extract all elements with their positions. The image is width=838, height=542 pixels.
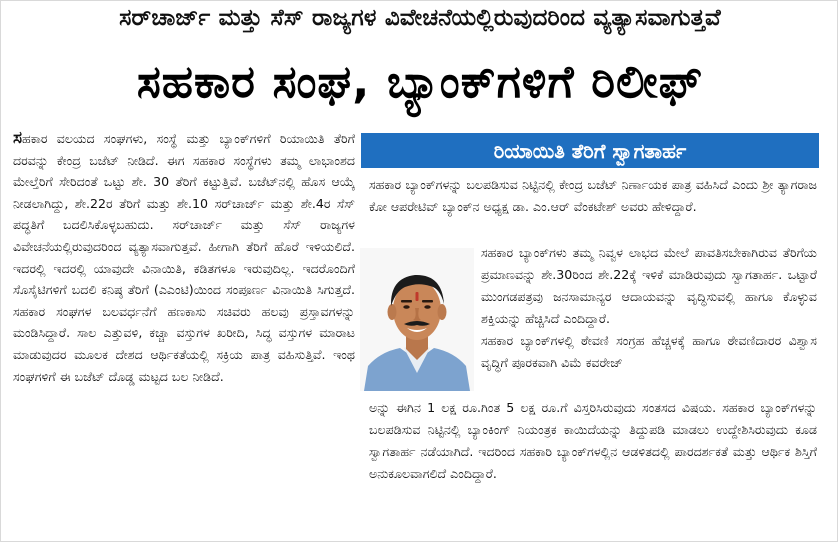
dropcap: ಸ — [13, 128, 23, 148]
box-paragraph-2-text: ಸಹಕಾರ ಬ್ಯಾಂಕ್‌ಗಳು ತಮ್ಮ ನಿವ್ವಳ ಲಾಭದ ಮೇಲೆ ಪಾವತಿಸಬೇಕಾಗಿರುವ ತೆರಿಗೆಯ ಪ್ರಮಾಣವನ್ನು ಶೇ.30ರಿಂದ ಶೇ.22ಕ್ಕೆ ಇಳಿಕೆ ಮಾಡಿರುವುದು ಸ್ವಾಗತಾರ್ಹ. ಒಟ್ಟಾರೆ ಮುಂಗಡಪತ್ರವು ಜನಸಾಮಾನ್ಯರ ಆದಾಯವನ್ನು ವೃದ್ಧಿಸುವಲ್ಲಿ ಹಾಗೂ ಕೊಳ್ಳುವ ಶಕ್ತಿಯನ್ನು ಹೆಚ್ಚಿಸಿದೆ ಎಂದಿದ್ದಾರೆ. — [481, 245, 817, 326]
box-title-banner: ರಿಯಾಯಿತಿ ತೆರಿಗೆ ಸ್ವಾಗತಾರ್ಹ — [361, 133, 819, 168]
portrait-photo — [360, 248, 474, 391]
box-paragraph-3: ಅನ್ನು ಈಗಿನ 1 ಲಕ್ಷ ರೂ.ಗಿಂತ 5 ಲಕ್ಷ ರೂ.ಗೆ ವಿಸ್ತರಿಸಿರುವುದು ಸಂತಸದ ವಿಷಯ. ಸಹಕಾರ ಬ್ಯಾಂಕ್‌ಗಳನ್ನು ಬಲಪಡಿಸುವ ನಿಟ್ಟಿನಲ್ಲಿ ಬ್ಯಾಂಕಿಂಗ್‌ ನಿಯಂತ್ರಕ ಕಾಯಿದೆಯನ್ನು ತಿದ್ದುಪಡಿ ಮಾಡಲು ಉದ್ದೇಶಿಸಿರುವುದು ಕೂಡ ಸ್ವಾಗತಾರ್ಹ ನಡೆಯಾಗಿದೆ. ಇದರಿಂದ ಸಹಕಾರಿ ಬ್ಯಾಂಕ್‌ಗಳಲ್ಲಿನ ಆಡಳಿತದಲ್ಲಿ ಪಾರದರ್ಶಕತೆ ಮತ್ತು ಆರ್ಥಿಕ ಶಿಸ್ತಿಗೆ ಅನುಕೂಲವಾಗಲಿದೆ ಎಂದಿದ್ದಾರೆ. — [369, 400, 817, 481]
left-article-text — [13, 128, 355, 387]
left-article-body: ಹಕಾರ ವಲಯದ ಸಂಘಗಳು, ಸಂಸ್ಥೆ ಮತ್ತು ಬ್ಯಾಂಕ್‌ಗಳಿಗೆ ರಿಯಾಯಿತಿ ತೆರಿಗೆ ದರವನ್ನು ಕೇಂದ್ರ ಬಜೆಟ್‌ ನೀಡಿದೆ. ಈಗ ಸಹಕಾರ ಸಂಸ್ಥೆಗಳು ತಮ್ಮ ಲಾಭಾಂಶದ ಮೇಲ್ತೆರಿಗೆ ಸೇರಿದಂತೆ ಒಟ್ಟು ಶೇ. 30 ತೆರಿಗೆ ಕಟ್ಟುತ್ತಿವೆ. ಬಜೆಟ್‌ನಲ್ಲಿ ಹೊಸ ಆಯ್ಕೆ ನೀಡಲಾಗಿದ್ದು, ಶೇ.22ರ ತೆರಿಗೆ ಮತ್ತು ಶೇ.10 ಸರ್‌ಚಾರ್ಜ್‌ ಮತ್ತು ಶೇ.4ರ ಸೆಸ್‌ ಪದ್ಧತಿಗೆ ಬದಲಿಸಿಕೊಳ್ಳಬಹುದು. ಸರ್‌ಚಾರ್ಜ್‌ ಮತ್ತು ಸೆಸ್‌ ರಾಜ್ಯಗಳ ವಿವೇಚನೆಯಲ್ಲಿರುವುದರಿಂದ ವ್ಯತ್ಯಾಸವಾಗುತ್ತವೆ. ಹೀಗಾಗಿ ತೆರಿಗೆ ಹೊರೆ ಇಳಿಯಲಿದೆ. ಇದರಲ್ಲಿ ಇದರಲ್ಲಿ ಯಾವುದೇ ವಿನಾಯಿತಿ, ಕಡಿತಗಳೂ ಇರುವುದಿಲ್ಲ. ಇದರೊಂದಿಗೆ ಸೊಸೈಟಿಗಳಿಗೆ ಬದಲಿ ಕನಿಷ್ಠ ತೆರಿಗೆ (ಎಎಂಟಿ)ಯಿಂದ ಸಂಪೂರ್ಣ ವಿನಾಯಿತಿ ಸಿಗುತ್ತದೆ. ಸಹಕಾರ ಸಂಘಗಳ ಬಲವರ್ಧನೆಗೆ ಹಣಕಾಸು ಸಚಿವರು ಹಲವು ಪ್ರಸ್ತಾವಗಳನ್ನು ಮಂಡಿಸಿದ್ದಾರೆ. ಸಾಲ ಎತ್ತುವಳಿ, ಕಚ್ಚಾ ವಸ್ತುಗಳ ಖರೀದಿ, ಸಿದ್ಧ ವಸ್ತುಗಳ ಮಾರಾಟ ಮಾಡುವುದರ ಮೂಲಕ ದೇಶದ ಆರ್ಥಿಕತೆಯಲ್ಲಿ ಸಕ್ರಿಯ ಪಾತ್ರ ವಹಿಸುತ್ತಿವೆ. ಇಂಥ ಸಂಘಗಳಿಗೆ ಈ ಬಜೆಟ್‌ ದೊಡ್ಡ ಮಟ್ಟದ ಬಲ ನೀಡಿದೆ. — [13, 131, 355, 384]
subheadline: ಸರ್‌ಚಾರ್ಜ್‌ ಮತ್ತು ಸೆಸ್‌ ರಾಜ್ಯಗಳ ವಿವೇಚನೆಯಲ್ಲಿರುವುದರಿಂದ ವ್ಯತ್ಯಾಸವಾಗುತ್ತವೆ — [119, 5, 721, 31]
box-paragraph-1: ಸಹಕಾರ ಬ್ಯಾಂಕ್‌ಗಳನ್ನು ಬಲಪಡಿಸುವ ನಿಟ್ಟಿನಲ್ಲಿ ಕೇಂದ್ರ ಬಜೆಟ್‌ ನಿರ್ಣಾಯಕ ಪಾತ್ರ ವಹಿಸಿದೆ ಎಂದು ಶ್ರೀ ತ್ಯಾಗರಾಜ ಕೋ ಆಪರೇಟಿವ್‌ ಬ್ಯಾಂಕ್‌ನ ಅಧ್ಯಕ್ಷ ಡಾ. ಎಂ.ಆರ್‌ ವೆಂಕಟೇಶ್‌ ಅವರು ಹೇಳಿದ್ದಾರೆ. — [369, 177, 817, 214]
box-paragraph-3-start: ಸಹಕಾರ ಬ್ಯಾಂಕ್‌ಗಳಲ್ಲಿ ಠೇವಣಿ ಸಂಗ್ರಹ ಹೆಚ್ಚಳಕ್ಕೆ ಹಾಗೂ ಠೇವಣಿದಾರರ ವಿಶ್ವಾಸ ವೃದ್ಧಿಗೆ ಪೂರಕವಾಗಿ ವಿಮೆ ಕವರೇಜ್‌ — [481, 333, 817, 370]
portrait-illustration — [360, 248, 474, 391]
left-article — [13, 128, 355, 538]
headline: ಸಹಕಾರ ಸಂಘ, ಬ್ಯಾಂಕ್‌ಗಳಿಗೆ ರಿಲೀಫ್‌ — [136, 55, 704, 108]
box-paragraph-2 — [481, 242, 817, 374]
